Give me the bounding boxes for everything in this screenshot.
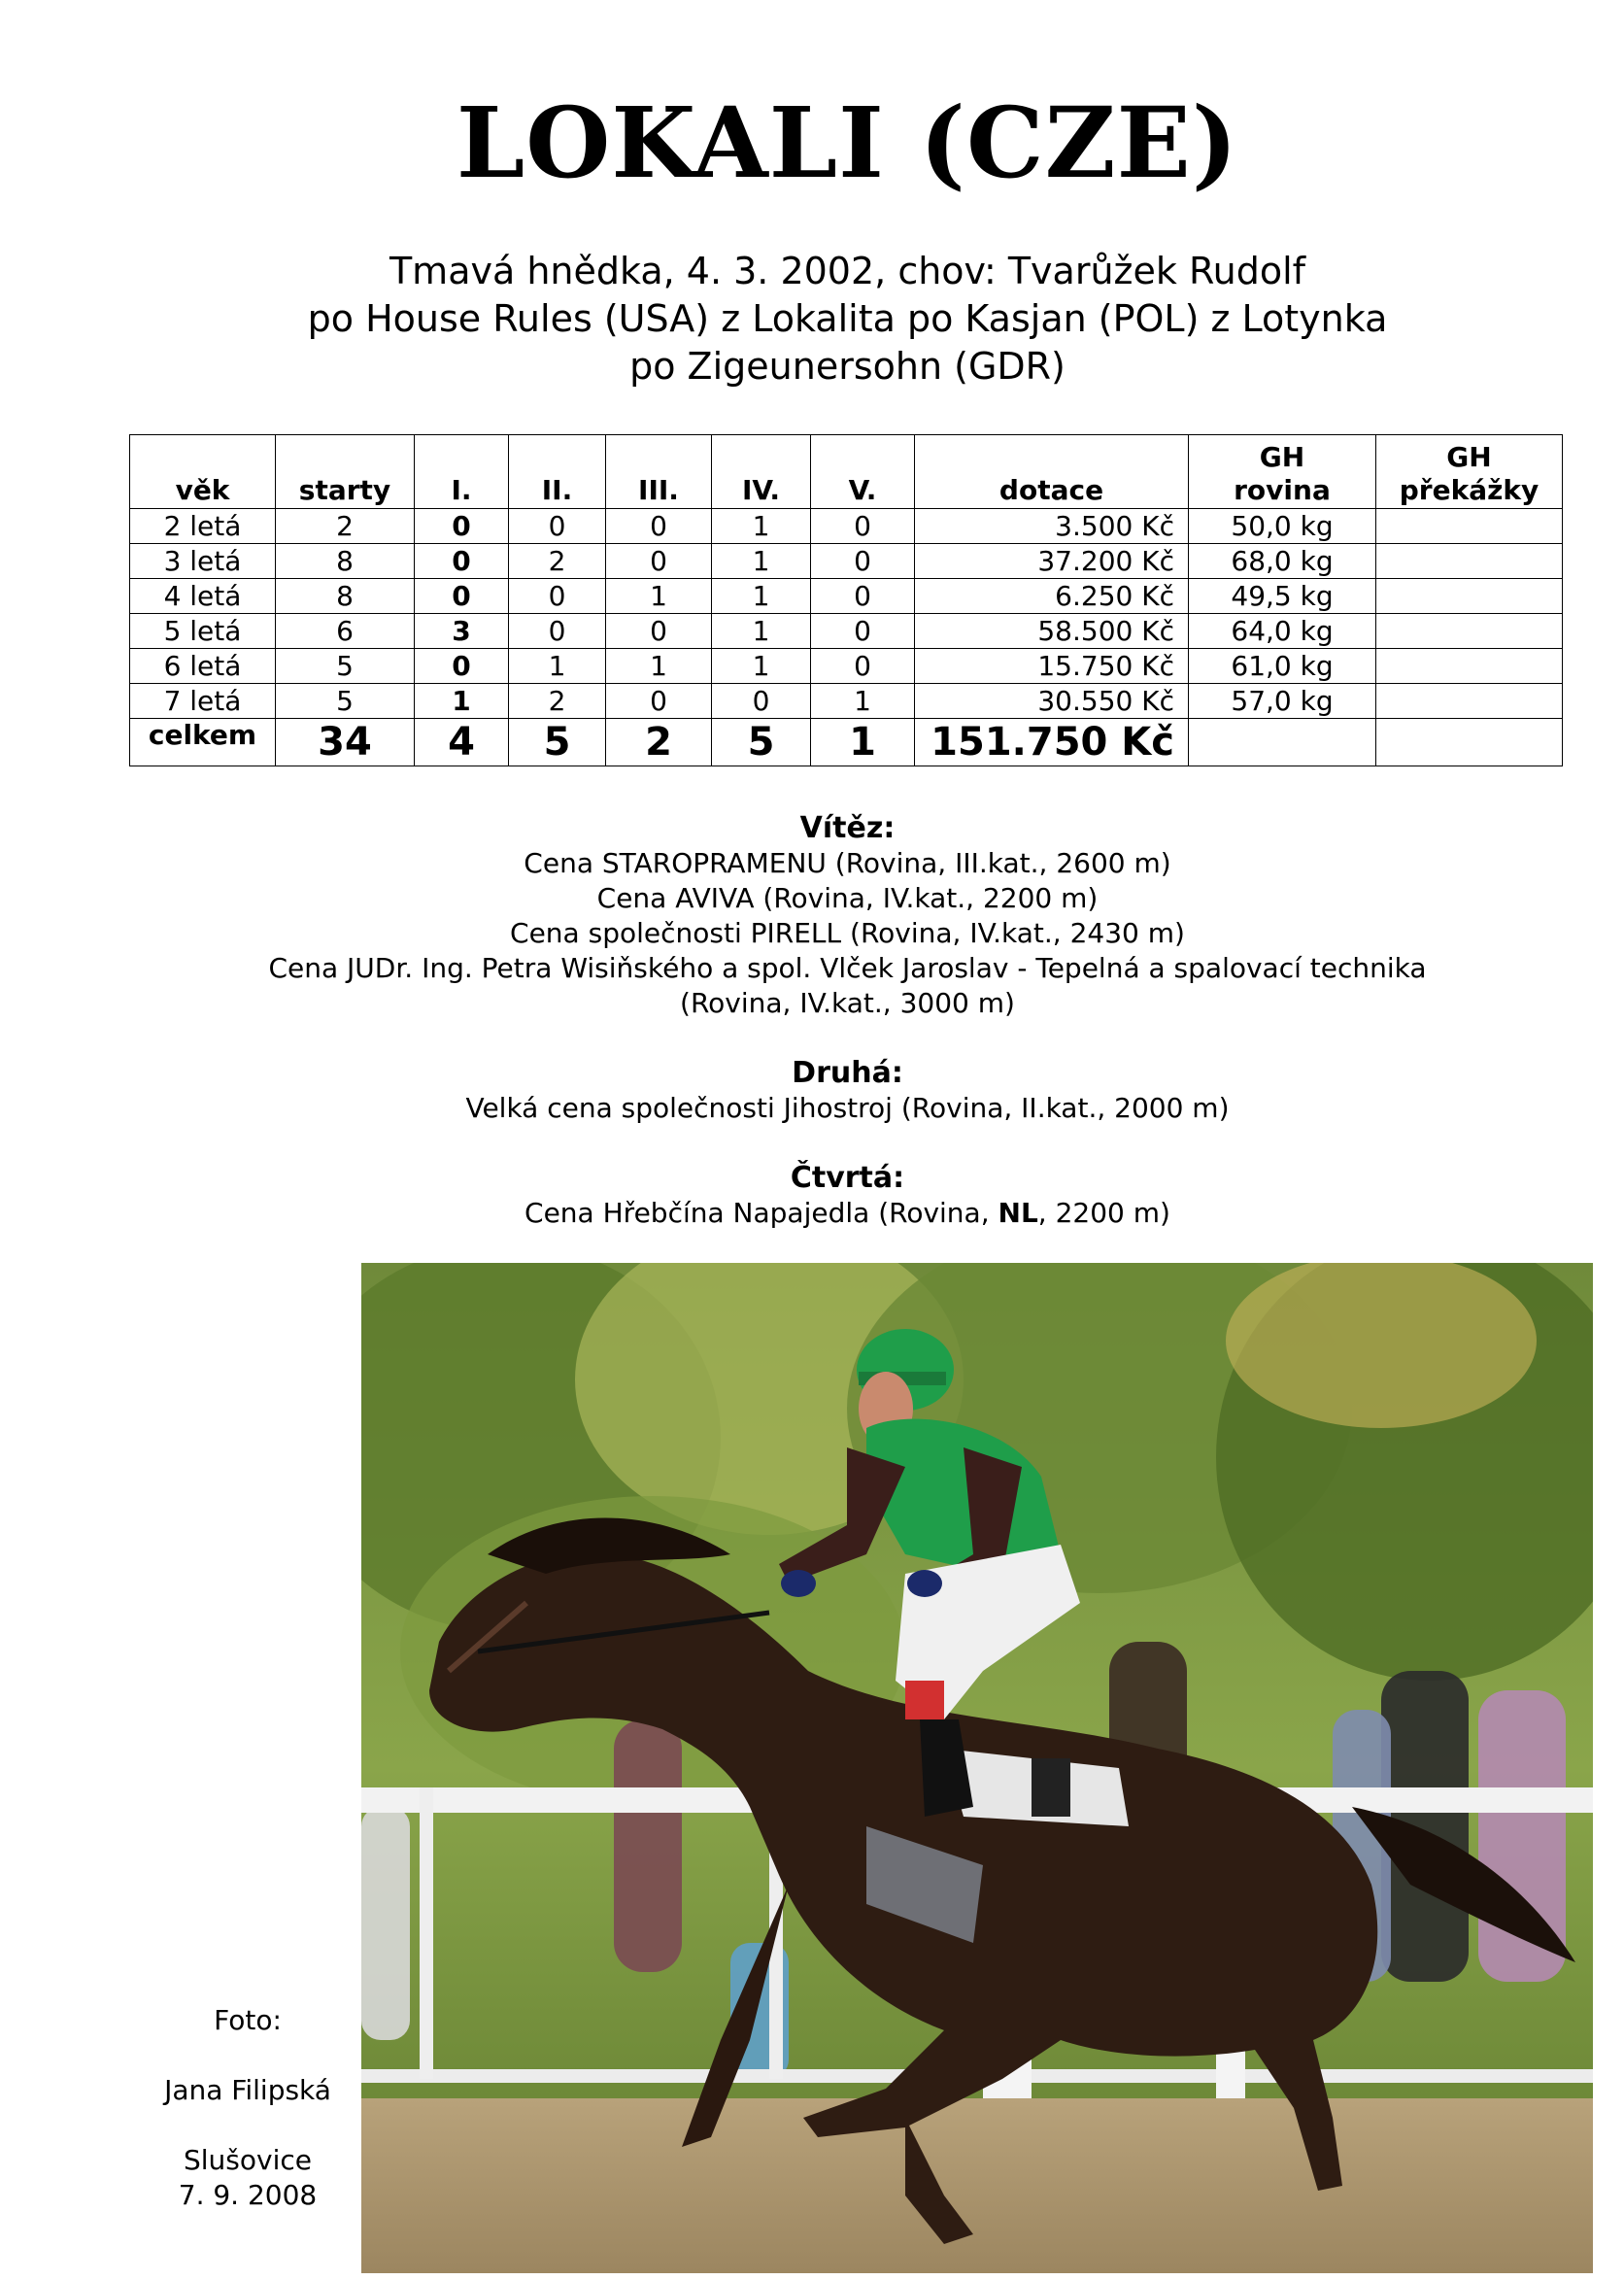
cell-third: 0: [606, 614, 712, 649]
second-place-heading: Druhá:: [792, 1056, 903, 1090]
cell-first: 3: [415, 614, 509, 649]
cell-third: 1: [606, 649, 712, 684]
cell-starts: 5: [276, 684, 415, 719]
header-third: III.: [606, 435, 712, 509]
cell-second: 0: [509, 614, 606, 649]
cell-fourth: 1: [712, 509, 811, 544]
header-starts: starty: [276, 435, 415, 509]
cell-gh-jump: [1376, 544, 1563, 579]
header-gh-jump-line2: překážky: [1399, 474, 1539, 506]
total-starts: 34: [276, 719, 415, 766]
cell-prize: 58.500 Kč: [915, 614, 1189, 649]
cell-second: 2: [509, 544, 606, 579]
table-row: [130, 649, 1563, 684]
total-first: 4: [415, 719, 509, 766]
total-third: 2: [606, 719, 712, 766]
cell-first: 0: [415, 649, 509, 684]
winner-heading: Vítěz:: [799, 811, 896, 845]
header-gh-jump-line1: GH: [1446, 441, 1492, 473]
cell-fifth: 0: [811, 579, 915, 614]
cell-third: 0: [606, 509, 712, 544]
cell-fourth: 1: [712, 614, 811, 649]
cell-starts: 5: [276, 649, 415, 684]
header-fifth: V.: [811, 435, 915, 509]
caption-date: 7. 9. 2008: [178, 2179, 318, 2211]
cell-prize: 37.200 Kč: [915, 544, 1189, 579]
cell-age: 2 letá: [130, 509, 276, 544]
cell-fourth: 1: [712, 579, 811, 614]
cell-third: 1: [606, 579, 712, 614]
race-statistics-table: [129, 434, 1563, 766]
fourth-place-race-text: Cena Hřebčína Napajedla (Rovina,: [524, 1197, 998, 1229]
cell-second: 2: [509, 684, 606, 719]
caption-place: Slušovice: [184, 2144, 312, 2176]
header-gh-jump: [1376, 435, 1563, 509]
cell-second: 0: [509, 509, 606, 544]
caption-author: Jana Filipská: [164, 2074, 331, 2106]
fourth-place-heading: Čtvrtá:: [790, 1161, 905, 1195]
total-fourth: 5: [712, 719, 811, 766]
cell-gh-flat: 68,0 kg: [1189, 544, 1376, 579]
total-gh-flat: [1189, 719, 1376, 766]
cell-gh-jump: [1376, 614, 1563, 649]
total-gh-jump: [1376, 719, 1563, 766]
pedigree-line-2: po House Rules (USA) z Lokalita po Kasjan (POL) z Lotynka: [307, 297, 1388, 340]
cell-age: 4 letá: [130, 579, 276, 614]
cell-gh-jump: [1376, 649, 1563, 684]
cell-age: 7 letá: [130, 684, 276, 719]
header-prize: dotace: [915, 435, 1189, 509]
header-gh-flat-line2: rovina: [1234, 474, 1331, 506]
header-age: věk: [130, 435, 276, 509]
cell-second: 1: [509, 649, 606, 684]
table-total-row: [130, 719, 1563, 766]
table-row: [130, 614, 1563, 649]
cell-fifth: 0: [811, 544, 915, 579]
total-prize: 151.750 Kč: [915, 719, 1189, 766]
cell-gh-flat: 61,0 kg: [1189, 649, 1376, 684]
cell-starts: 2: [276, 509, 415, 544]
table-row: [130, 544, 1563, 579]
cell-gh-flat: 57,0 kg: [1189, 684, 1376, 719]
caption-label: Foto:: [214, 2004, 282, 2036]
pedigree-line-3: po Zigeunersohn (GDR): [629, 345, 1066, 388]
cell-fifth: 0: [811, 649, 915, 684]
cell-first: 0: [415, 579, 509, 614]
header-second: II.: [509, 435, 606, 509]
page-title: LOKALI (CZE): [456, 85, 1239, 200]
cell-gh-jump: [1376, 579, 1563, 614]
fourth-place-race-distance: , 2200 m): [1037, 1197, 1170, 1229]
cell-second: 0: [509, 579, 606, 614]
race-results: [0, 811, 1624, 1231]
fourth-place-race: [0, 1196, 1624, 1231]
total-fifth: 1: [811, 719, 915, 766]
cell-fourth: 0: [712, 684, 811, 719]
total-second: 5: [509, 719, 606, 766]
cell-prize: 6.250 Kč: [915, 579, 1189, 614]
cell-gh-jump: [1376, 509, 1563, 544]
horse-pedigree: [0, 248, 1624, 391]
cell-age: 6 letá: [130, 649, 276, 684]
header-gh-flat: [1189, 435, 1376, 509]
cell-third: 0: [606, 544, 712, 579]
cell-fifth: 0: [811, 614, 915, 649]
cell-starts: 8: [276, 579, 415, 614]
header-gh-flat-line1: GH: [1259, 441, 1305, 473]
table-row: [130, 509, 1563, 544]
cell-first: 0: [415, 509, 509, 544]
cell-starts: 8: [276, 544, 415, 579]
photo-caption: [146, 2003, 350, 2213]
winner-race: Cena AVIVA (Rovina, IV.kat., 2200 m): [596, 882, 1099, 914]
fourth-place-race-category: NL: [998, 1197, 1038, 1229]
header-first: I.: [415, 435, 509, 509]
header-fourth: IV.: [712, 435, 811, 509]
winner-race: Cena STAROPRAMENU (Rovina, III.kat., 2600 m): [524, 847, 1171, 879]
cell-age: 3 letá: [130, 544, 276, 579]
second-place-race: Velká cena společnosti Jihostroj (Rovina, II.kat., 2000 m): [465, 1092, 1230, 1124]
race-photo: [361, 1263, 1593, 2273]
cell-starts: 6: [276, 614, 415, 649]
cell-gh-flat: 49,5 kg: [1189, 579, 1376, 614]
cell-gh-flat: 64,0 kg: [1189, 614, 1376, 649]
table-row: [130, 684, 1563, 719]
winner-race: Cena společnosti PIRELL (Rovina, IV.kat., 2430 m): [510, 917, 1185, 949]
winner-race: (Rovina, IV.kat., 3000 m): [680, 987, 1015, 1019]
cell-first: 1: [415, 684, 509, 719]
pedigree-line-1: Tmavá hnědka, 4. 3. 2002, chov: Tvarůžek Rudolf: [389, 250, 1306, 292]
cell-gh-flat: 50,0 kg: [1189, 509, 1376, 544]
cell-age: 5 letá: [130, 614, 276, 649]
cell-prize: 3.500 Kč: [915, 509, 1189, 544]
cell-gh-jump: [1376, 684, 1563, 719]
cell-fourth: 1: [712, 649, 811, 684]
cell-fifth: 1: [811, 684, 915, 719]
cell-first: 0: [415, 544, 509, 579]
winner-race: Cena JUDr. Ing. Petra Wisiňského a spol. Vlček Jaroslav - Tepelná a spalovací technika: [268, 952, 1427, 984]
cell-fourth: 1: [712, 544, 811, 579]
cell-prize: 30.550 Kč: [915, 684, 1189, 719]
cell-third: 0: [606, 684, 712, 719]
cell-fifth: 0: [811, 509, 915, 544]
table-row: [130, 579, 1563, 614]
cell-prize: 15.750 Kč: [915, 649, 1189, 684]
total-label: celkem: [130, 719, 276, 766]
table-header-row: [130, 435, 1563, 509]
